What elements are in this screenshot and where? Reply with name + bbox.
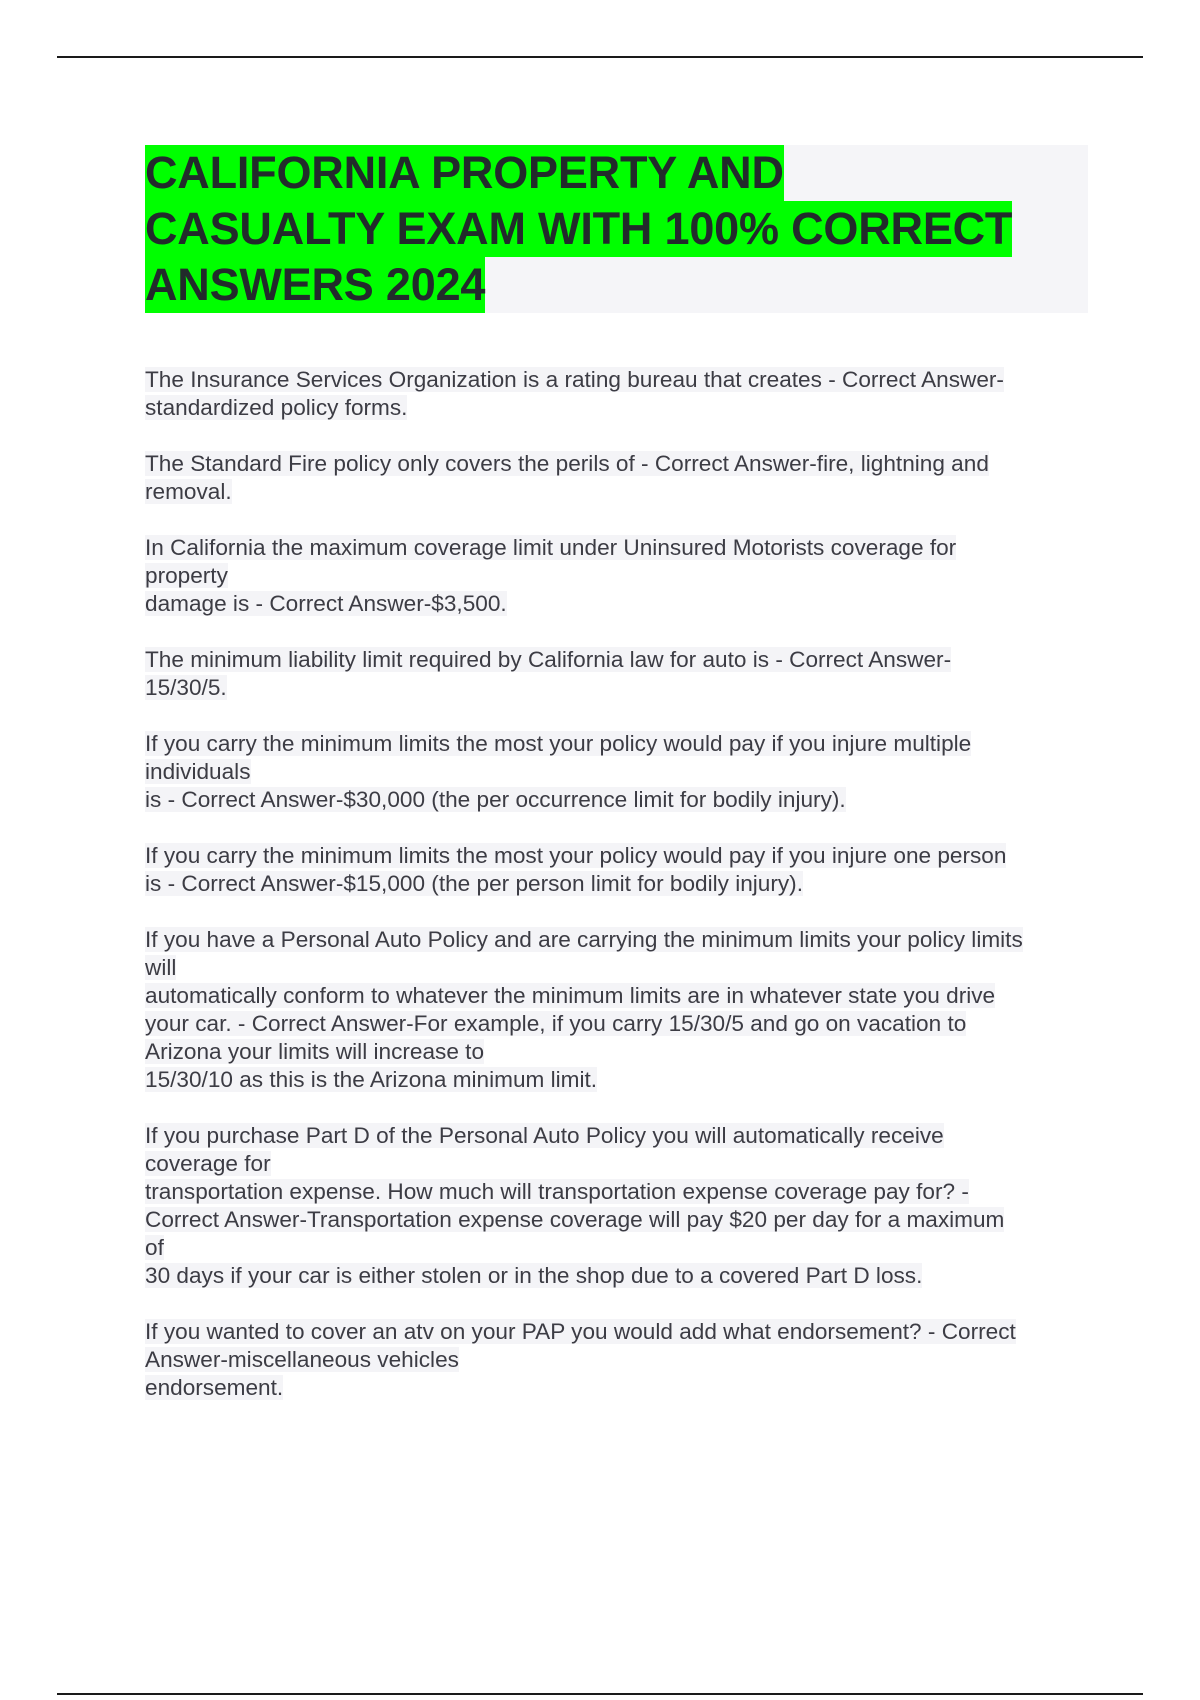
qa-item-line <box>145 1010 1090 1038</box>
qa-item-line <box>145 366 1090 394</box>
qa-item-text: The Insurance Services Organization is a rating bureau that creates - Correct Answer- <box>145 367 1004 392</box>
qa-item-line <box>145 1178 1090 1206</box>
qa-list <box>145 366 1090 1430</box>
qa-item <box>145 842 1090 898</box>
qa-item-line <box>145 758 1090 786</box>
qa-item-line <box>145 870 1090 898</box>
qa-item-line <box>145 982 1090 1010</box>
qa-item <box>145 1122 1090 1290</box>
qa-item-text: If you have a Personal Auto Policy and are carrying the minimum limits your policy limits <box>145 927 1023 952</box>
qa-item-text: The Standard Fire policy only covers the perils of - Correct Answer-fire, lightning and <box>145 451 989 476</box>
qa-item <box>145 366 1090 422</box>
document-title <box>145 145 1088 313</box>
qa-item-text: damage is - Correct Answer-$3,500. <box>145 591 507 616</box>
qa-item-text: standardized policy forms. <box>145 395 408 420</box>
qa-item-text: individuals <box>145 759 251 784</box>
qa-item-text: transportation expense. How much will transportation expense coverage pay for? - <box>145 1179 969 1204</box>
qa-item-line <box>145 1318 1090 1346</box>
qa-item <box>145 534 1090 618</box>
qa-item-text: is - Correct Answer-$15,000 (the per person limit for bodily injury). <box>145 871 803 896</box>
qa-item <box>145 450 1090 506</box>
qa-item-line <box>145 1150 1090 1178</box>
qa-item-text: coverage for <box>145 1151 271 1176</box>
qa-item-line <box>145 590 1090 618</box>
qa-item-line <box>145 954 1090 982</box>
qa-item-text: property <box>145 563 228 588</box>
qa-item-line <box>145 1038 1090 1066</box>
qa-item-text: 15/30/5. <box>145 675 227 700</box>
qa-item-line <box>145 926 1090 954</box>
qa-item-text: 15/30/10 as this is the Arizona minimum limit. <box>145 1067 598 1092</box>
qa-item-text: your car. - Correct Answer-For example, if you carry 15/30/5 and go on vacation to <box>145 1011 967 1036</box>
qa-item-text: If you carry the minimum limits the most your policy would pay if you injure one person <box>145 843 1007 868</box>
qa-item-line <box>145 394 1090 422</box>
qa-item-line <box>145 1206 1090 1234</box>
qa-item-line <box>145 674 1090 702</box>
qa-item <box>145 646 1090 702</box>
qa-item-line <box>145 1262 1090 1290</box>
qa-item-text: If you carry the minimum limits the most your policy would pay if you injure multiple <box>145 731 972 756</box>
qa-item-line <box>145 646 1090 674</box>
title-line-3: ANSWERS 2024 <box>145 257 485 313</box>
qa-item-text: is - Correct Answer-$30,000 (the per occurrence limit for bodily injury). <box>145 787 846 812</box>
qa-item-line <box>145 562 1090 590</box>
qa-item <box>145 1318 1090 1402</box>
bottom-rule <box>57 1693 1143 1695</box>
qa-item-text: Answer-miscellaneous vehicles <box>145 1347 459 1372</box>
qa-item-line <box>145 478 1090 506</box>
title-line-1: CALIFORNIA PROPERTY AND <box>145 145 784 201</box>
qa-item <box>145 730 1090 814</box>
qa-item-text: removal. <box>145 479 232 504</box>
qa-item-text: If you wanted to cover an atv on your PAP you would add what endorsement? - Correct <box>145 1319 1016 1344</box>
qa-item <box>145 926 1090 1094</box>
qa-item-text: 30 days if your car is either stolen or in the shop due to a covered Part D loss. <box>145 1263 923 1288</box>
qa-item-line <box>145 730 1090 758</box>
qa-item-text: automatically conform to whatever the minimum limits are in whatever state you drive <box>145 983 996 1008</box>
qa-item-text: If you purchase Part D of the Personal Auto Policy you will automatically receive <box>145 1123 944 1148</box>
qa-item-line <box>145 842 1090 870</box>
qa-item-text: endorsement. <box>145 1375 284 1400</box>
qa-item-line <box>145 534 1090 562</box>
qa-item-line <box>145 1122 1090 1150</box>
qa-item-text: In California the maximum coverage limit under Uninsured Motorists coverage for <box>145 535 957 560</box>
qa-item-line <box>145 1234 1090 1262</box>
qa-item-text: of <box>145 1235 164 1260</box>
top-rule <box>57 56 1143 58</box>
qa-item-text: will <box>145 955 177 980</box>
qa-item-line <box>145 1346 1090 1374</box>
qa-item-text: Correct Answer-Transportation expense coverage will pay $20 per day for a maximum <box>145 1207 1005 1232</box>
qa-item-line <box>145 1374 1090 1402</box>
qa-item-line <box>145 450 1090 478</box>
qa-item-line <box>145 786 1090 814</box>
title-line-2: CASUALTY EXAM WITH 100% CORRECT <box>145 201 1012 257</box>
qa-item-line <box>145 1066 1090 1094</box>
qa-item-text: The minimum liability limit required by California law for auto is - Correct Answer- <box>145 647 952 672</box>
qa-item-text: Arizona your limits will increase to <box>145 1039 485 1064</box>
